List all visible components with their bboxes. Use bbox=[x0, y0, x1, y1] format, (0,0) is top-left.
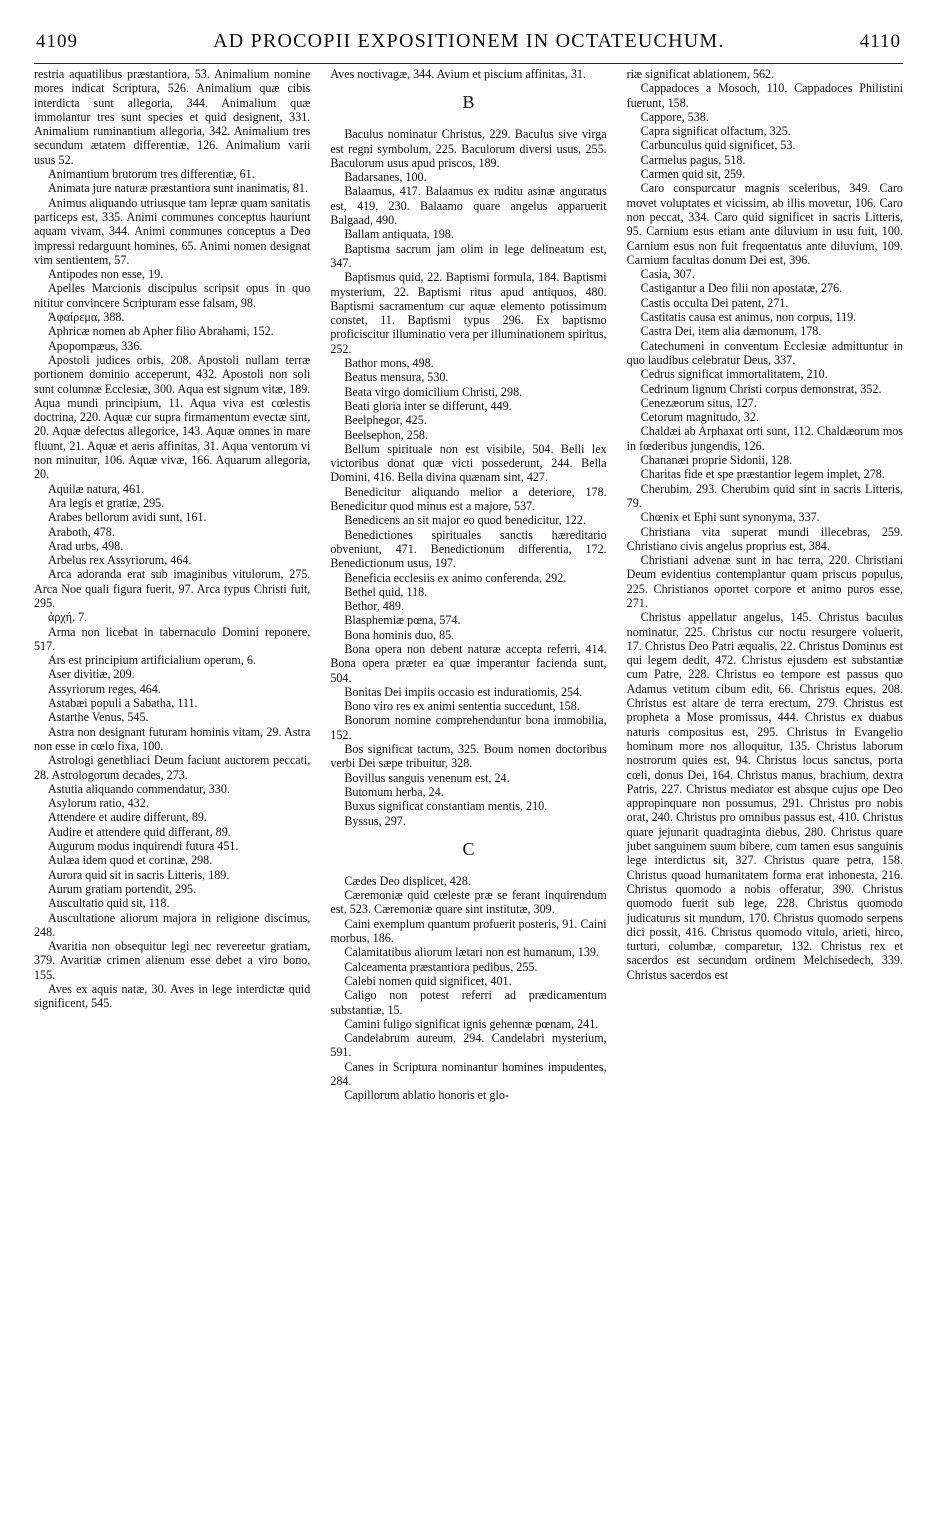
index-entry: Caligo non potest referri ad prædicamentum substantiæ, 15. bbox=[330, 988, 607, 1017]
index-entry: Chaldæi ab Arphaxat orti sunt, 112. Chaldæorum mos in fœderibus jungendis, 126. bbox=[626, 424, 903, 453]
index-entry: Chananæi proprie Sidonii, 128. bbox=[640, 453, 793, 468]
index-entry: Bellum spirituale non est visibile, 504. Belli lex victoribus donat quæ victi possederunt, 244. Bella Domini, 416. Bella divina quænam sint, 427. bbox=[330, 441, 607, 485]
section-letter: B bbox=[462, 92, 475, 113]
index-entry: Arbelus rex Assyriorum, 464. bbox=[48, 553, 192, 568]
running-header bbox=[34, 30, 903, 64]
index-entry: Aphricæ nomen ab Apher filio Abrahami, 152. bbox=[48, 324, 274, 339]
index-entry: Christus appellatur angelus, 145. Christus baculus nominatur, 225. Christus cur noctu resurgere voluerit, 17. Christus Deo Patri æqualis, 22. Christus Dominus est qui legem dedit, 472. Christus ejusdem est substantiæ cum Patre, 228. Christus eo tempore est passus quo Adamus vetitum cibum edit, 66. Christus eques, 208. Christus est altare de terra erectum, 279. Christus est propheta a Mose promissus, 444. Christus ex duabus naturis compositus est, 295. Christus in Evangelio hominum more nos alloquitur, 135. Christus laborum nostrorum quies est, 94. Christus locus sanctus, porta cœli, donus Dei, 164. Christus manus, brachium, dextra Patris, 227. Christus mediator est absque cujus ope Deo appropinquare non possumus, 291. Christus pro nobis orat, 240. Christus pro omnibus passus est, 410. Christus quare jejunarit quadraginta diebus, 280. Christus quare jubet sanguinem suum bibere, cum tamen esus sanguinis lege interdictus sit, 327. Christus quare petra, 158. Christus quoad humanitatem forma erat inhonesta, 216. Christus quomodo a nobis offeratur, 390. Christus quomodo fuerit sub lege, 228. Christus quomodo judicaturus sit mundum, 170. Christus quomodo serpens dici possit, 416. Christus quomodo vitulo, arieti, hirco, turturi, columbæ, comparetur, 132. Christus rex et sacerdos est secundum ordinem Melchisedech, 339. Christus sacerdos est bbox=[626, 610, 903, 982]
index-entry: Augurum modus inquirendi futura 451. bbox=[48, 839, 239, 854]
index-entry: Castigantur a Deo filii non apostatæ, 276. bbox=[640, 281, 843, 296]
index-entry: ἀρχή, 7. bbox=[48, 610, 88, 625]
index-entry: Christiani advenæ sunt in hac terra, 220. Christiani Deum evidentius contemplantur quam priscus populus, 225. Christianos oportet corpore et animo puros esse, 271. bbox=[626, 553, 903, 610]
index-entry: Catechumeni in conventum Ecclesiæ admittuntur in quo laudibus celebratur Deus, 337. bbox=[626, 338, 903, 367]
index-entry: Animata jure naturæ præstantiora sunt inanimatis, 81. bbox=[48, 181, 308, 196]
index-entry: Castra Dei, item alia dæmonum, 178. bbox=[640, 324, 822, 339]
index-entry: Apostoli judices orbis, 208. Apostoli nullam terræ portionem dominio acceperunt, 432. Apostoli non soli sunt columnæ Ecclesiæ, 300. Aqua est signum vitæ, 189. Aqua mundi principium, 11. Aqua viva est cœlestis doctrina, 220. Aquæ cur supra firmamentum evectæ sint, 20. Aquæ defectus allegorice, 143. Aquæ omnes in mare fluunt, 21. Aquæ et aeris affinitas, 31. Aqua ventorum vi non minuitur, 106. Aquæ vivæ, 166. Aquarum allegoria, 20. bbox=[34, 352, 311, 482]
index-entry: Bovillus sanguis venenum est, 24. bbox=[344, 770, 510, 785]
index-entry: Bathor mons, 498. bbox=[344, 356, 434, 371]
index-entry: Bona opera non debent naturæ accepta referri, 414. Bona opera præter ea quæ imperantur facienda sunt, 504. bbox=[330, 641, 607, 685]
index-entry: Aulæa idem quod et cortinæ, 298. bbox=[48, 853, 213, 868]
index-entry: Charitas fide et spe præstantior legem implet, 278. bbox=[640, 467, 885, 482]
index-columns bbox=[34, 67, 903, 1519]
index-entry: Astarthe Venus, 545. bbox=[48, 710, 149, 725]
index-entry: Caro conspurcatur magnis sceleribus, 349. Caro movet voluptates et vicissim, ab illis movetur, 106. Caro non peccat, 334. Caro quid significet in sacris Litteris, 95. Carnium esus etiam ante diluvium in usu fuit, 100. Carnium esus non fuit frequentatus ante diluvium, 109. Carnium facultas donum Dei est, 396. bbox=[626, 181, 903, 267]
index-entry: Cædes Deo displicet, 428. bbox=[344, 873, 471, 888]
index-entry: Astabæi populi a Sabatha, 111. bbox=[48, 696, 198, 711]
running-title: AD PROCOPII EXPOSITIONEM IN OCTATEUCHUM. bbox=[213, 30, 725, 52]
index-entry: Carmen quid sit, 259. bbox=[640, 167, 746, 182]
index-entry: Butomum herba, 24. bbox=[344, 784, 444, 799]
index-entry: Antipodes non esse, 19. bbox=[48, 267, 164, 282]
index-entry: Benedicens an sit major eo quod benedicitur, 122. bbox=[344, 513, 586, 528]
right-page-number: 4110 bbox=[859, 31, 901, 52]
index-entry: Candelabrum aureum, 294. Candelabri mysterium, 591. bbox=[330, 1031, 607, 1060]
index-entry: Arad urbs, 498. bbox=[48, 538, 124, 553]
index-entry: Astrologi genethliaci Deum faciunt auctorem peccati, 28. Astrologorum decades, 273. bbox=[34, 753, 311, 782]
index-entry: Apopompæus, 336. bbox=[48, 338, 143, 353]
index-entry: Caini exemplum quantum profuerit posteris, 91. Caini morbus, 186. bbox=[330, 916, 607, 946]
index-entry: Beatus mensura, 530. bbox=[344, 370, 449, 385]
index-entry: Chœnix et Ephi sunt synonyma, 337. bbox=[640, 510, 820, 525]
index-entry: Arabes bellorum avidi sunt, 161. bbox=[48, 510, 207, 525]
index-entry: Carbunculus quid significet, 53. bbox=[640, 138, 796, 153]
index-entry: Aurum gratiam portendit, 295. bbox=[48, 881, 197, 896]
index-entry: Bono viro res ex animi sententia succedunt, 158. bbox=[344, 699, 580, 714]
index-entry: Benedictiones spirituales sanctis hæreditario obveniunt, 471. Benedictionum differentia, 172. Benedictionum usus, 197. bbox=[330, 527, 607, 571]
index-column-right bbox=[627, 67, 903, 1519]
index-entry: Benedicitur aliquando melior a deteriore, 178. Benedicitur quod minus est a majore, 537. bbox=[330, 484, 607, 514]
index-column-left bbox=[34, 67, 310, 1519]
index-column-middle bbox=[330, 67, 606, 1519]
index-entry: Asylorum ratio, 432. bbox=[48, 796, 149, 811]
section-letter: C bbox=[462, 838, 475, 859]
index-entry: Bona hominis duo, 85. bbox=[344, 627, 455, 642]
left-page-number: 4109 bbox=[36, 31, 78, 52]
index-entry: Cæremoniæ quid cœleste præ se ferant inquirendum est, 523. Cæremoniæ quare sint institutæ, 309. bbox=[330, 888, 607, 917]
index-entry: Arca adoranda erat sub imaginibus vitulorum, 275. Arca Noe quali figura fuerit, 97. Arca typus Christi fuit, 295. bbox=[34, 567, 311, 610]
index-entry: Astutia aliquando commendatur, 330. bbox=[48, 781, 230, 796]
index-entry: Cedrinum lignum Christi corpus demonstrat, 352. bbox=[640, 381, 882, 396]
index-entry: Arma non licebat in tabernaculo Domini reponere, 517. bbox=[34, 624, 311, 653]
index-entry: Beati gloria inter se differunt, 449. bbox=[344, 398, 512, 413]
index-entry: restria aquatilibus præstantiora, 53. Animalium nomine mores indicat Scriptura, 526. Animalium quæ cibis interdicta sunt allegoria, 344. Animalium quæ immolantur tres sunt species et quid designent, 331. Animalium ruminantium allegoria, 342. Animalium tres secundum ætatem differentiæ, 126. Animalium varii usus 52. bbox=[34, 67, 311, 167]
index-entry: riæ significat ablationem, 562. bbox=[626, 67, 775, 81]
index-entry: Araboth, 478. bbox=[48, 524, 115, 539]
index-entry: Calebi nomen quid significet, 401. bbox=[344, 973, 512, 988]
index-entry: Animus aliquando utriusque tam lepræ quam sanitatis particeps est, 335. Animi communes conceptus hauriunt aquam vivam, 344. Animi communes conceptus a Deo impressi redarguunt homines, 65. Animi nomen designat vim sentientem, 57. bbox=[34, 195, 311, 267]
index-entry: Ars est principium artificialium operum, 6. bbox=[48, 653, 256, 668]
index-entry: Camini fuligo significat ignis gehennæ pœnam, 241. bbox=[344, 1016, 599, 1031]
index-entry: Bonorum nomine comprehenduntur bona immobilia, 152. bbox=[330, 713, 607, 742]
index-entry: Cedrus significat immortalitatem, 210. bbox=[640, 367, 828, 382]
index-entry: Attendere et audire differunt, 89. bbox=[48, 810, 207, 825]
index-entry: Baptisma sacrum jam olim in lege delineatum est, 347. bbox=[330, 241, 607, 270]
index-entry: Bonitas Dei impiis occasio est induratiomis, 254. bbox=[344, 684, 583, 699]
index-entry: Beneficia ecclesiis ex animo conferenda, 292. bbox=[344, 570, 567, 585]
index-entry: Canes in Scriptura nominantur homines impudentes, 284. bbox=[330, 1059, 607, 1088]
index-entry: Ara legis et gratiæ, 295. bbox=[48, 495, 165, 510]
index-entry: Capra significat olfactum, 325. bbox=[640, 124, 791, 139]
index-entry: Casia, 307. bbox=[640, 267, 695, 282]
index-entry: Aser divitiæ, 209. bbox=[48, 667, 135, 682]
index-entry: Apelles Marcionis discipulus scripsit opus in quo nititur convincere Scripturam esse falsam, 98. bbox=[34, 281, 311, 310]
index-entry: Bos significat tactum, 325. Boum nomen doctoribus verbi Dei sæpe tribuitur, 328. bbox=[330, 742, 607, 771]
index-entry: Bethel quid, 118. bbox=[344, 584, 428, 599]
index-entry: Calamitatibus aliorum lætari non est humanum, 139. bbox=[344, 945, 599, 960]
index-entry: Baculus nominatur Christus, 229. Baculus sive virga est regni symbolum, 225. Baculorum diversi usus, 255. Baculorum usus apud priscos, 189. bbox=[330, 127, 607, 170]
index-entry: Auscultatione aliorum majora in religione discimus, 248. bbox=[34, 910, 311, 939]
index-entry: Aves ex aquis natæ, 30. Aves in lege interdictæ quid significent, 545. bbox=[34, 982, 311, 1011]
index-entry: Auscultatio quid sit, 118. bbox=[48, 896, 170, 911]
index-entry: Animantium brutorum tres differentiæ, 61. bbox=[48, 167, 255, 182]
index-entry: Aurora quid sit in sacris Litteris, 189. bbox=[48, 867, 230, 882]
index-entry: Beelsephon, 258. bbox=[344, 427, 428, 442]
index-entry: Aves noctivagæ, 344. Avium et piscium affinitas, 31. bbox=[330, 67, 586, 81]
index-entry: Balaamus, 417. Balaamus ex ruditu asinæ anguratus est, 419, 230. Balaamo quare angelus apparuerit Balgaad, 490. bbox=[330, 184, 607, 228]
index-entry: Buxus significat constantiam mentis, 210. bbox=[344, 799, 548, 814]
index-entry: Carmelus pagus, 518. bbox=[640, 152, 746, 167]
index-entry: Ἀφαίρεμα, 388. bbox=[48, 310, 125, 325]
index-entry: Byssus, 297. bbox=[344, 813, 406, 828]
index-entry: Baptismus quid, 22. Baptismi formula, 184. Baptismi mysterium, 22. Baptismi ritus apud antiquos, 480. Baptismi sacramentum cur aquæ elemento potissimum constet, 11. Baptismi typus 296. Ex baptismo proficiscitur illuminatio vera per illuminationem spiritus, 252. bbox=[330, 270, 607, 356]
index-entry: Badarsanes, 100. bbox=[344, 170, 427, 185]
index-entry: Assyriorum reges, 464. bbox=[48, 681, 161, 696]
index-entry: Capillorum ablatio honoris et glo- bbox=[344, 1088, 509, 1103]
index-entry: Cetorum magnitudo, 32. bbox=[640, 410, 759, 425]
index-entry: Cappadoces a Mosoch, 110. Cappadoces Philistini fuerunt, 158. bbox=[626, 81, 903, 110]
index-entry: Avaritia non obsequitur legi nec revereetur gratiam, 379. Avaritiæ crimen alienum esse debet a viro bono, 155. bbox=[34, 939, 311, 982]
index-entry: Castis occulta Dei patent, 271. bbox=[640, 295, 789, 310]
index-entry: Cherubim, 293. Cherubim quid sint in sacris Litteris, 79. bbox=[626, 481, 903, 510]
index-entry: Christiana vita superat mundi illecebras, 259. Christiano civis angelus proprius est, 384. bbox=[626, 524, 903, 553]
index-entry: Ballam antiquata, 198. bbox=[344, 227, 454, 242]
index-entry: Castitatis causa est animus, non corpus, 119. bbox=[640, 310, 857, 325]
index-entry: Aquilæ natura, 461. bbox=[48, 481, 145, 496]
index-entry: Beelphegor, 425. bbox=[344, 413, 427, 428]
index-entry: Cenezæorum situs, 127. bbox=[640, 395, 757, 410]
index-entry: Cappore, 538. bbox=[640, 109, 709, 124]
index-entry: Beata virgo domicilium Christi, 298. bbox=[344, 384, 523, 399]
index-entry: Calceamenta præstantiora pedibus, 255. bbox=[344, 959, 538, 974]
index-entry: Bethor, 489. bbox=[344, 599, 404, 614]
index-entry: Blasphemiæ pœna, 574. bbox=[344, 613, 461, 628]
index-entry: Astra non designant futuram hominis vitam, 29. Astra non esse in cœlo fixa, 100. bbox=[34, 724, 311, 753]
index-entry: Audire et attendere quid differant, 89. bbox=[48, 824, 231, 839]
